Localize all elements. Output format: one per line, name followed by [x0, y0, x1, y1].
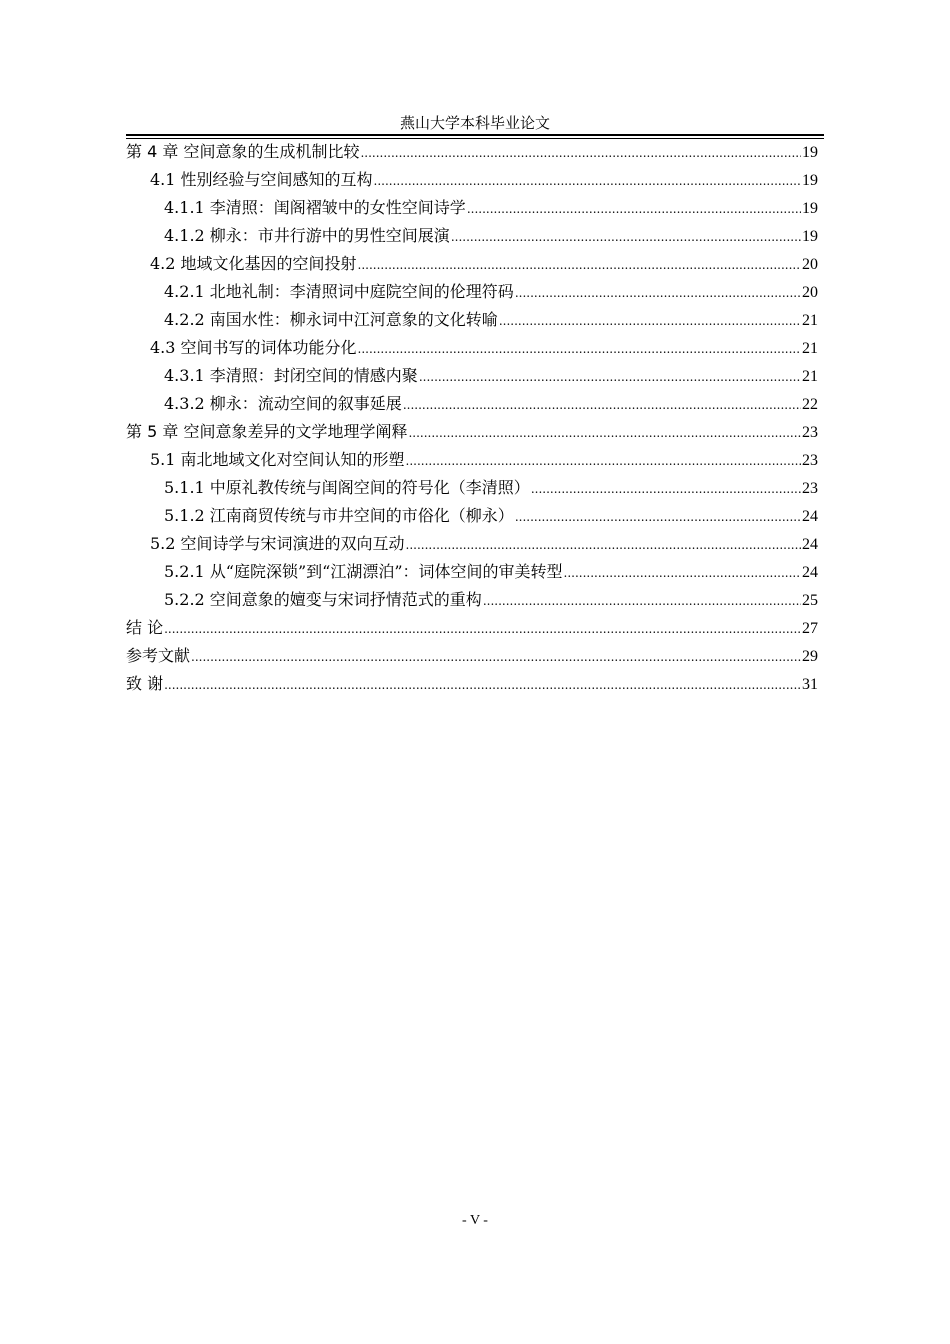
table-of-contents: [126, 138, 818, 698]
toc-leader-dots: [467, 195, 801, 223]
toc-entry-page: 21: [802, 368, 818, 385]
running-header: 燕山大学本科毕业论文: [399, 114, 550, 132]
toc-leader-dots: [564, 559, 801, 587]
toc-entry[interactable]: [126, 558, 818, 586]
toc-entry[interactable]: [126, 530, 818, 558]
toc-entry-page: 20: [802, 256, 818, 273]
toc-entry-page: 21: [802, 312, 818, 329]
toc-entry-page: 31: [802, 676, 818, 693]
toc-entry[interactable]: [126, 222, 818, 250]
toc-leader-dots: [358, 251, 801, 279]
toc-entry[interactable]: [126, 502, 818, 530]
toc-leader-dots: [164, 615, 801, 643]
toc-entry-title: 结 论: [126, 618, 164, 637]
toc-leader-dots: [408, 419, 801, 447]
toc-entry[interactable]: [126, 278, 818, 306]
toc-entry[interactable]: [126, 586, 818, 614]
toc-entry-title: 5.2.2 空间意象的嬗变与宋词抒情范式的重构: [164, 590, 482, 609]
toc-entry-page: 19: [802, 172, 818, 189]
toc-entry-title: 4.2.2 南国水性：柳永词中江河意象的文化转喻: [164, 310, 498, 329]
toc-entry[interactable]: [126, 334, 818, 362]
toc-entry-page: 19: [802, 228, 818, 245]
toc-entry-title: 参考文献: [126, 646, 191, 665]
toc-leader-dots: [515, 503, 801, 531]
toc-entry-page: 24: [802, 508, 818, 525]
toc-entry-title: 5.1 南北地域文化对空间认知的形塑: [150, 450, 405, 469]
toc-entry-title: 致 谢: [126, 674, 164, 693]
toc-entry-title: 5.1.2 江南商贸传统与市井空间的市俗化（柳永）: [164, 506, 514, 525]
toc-leader-dots: [374, 167, 801, 195]
toc-leader-dots: [360, 139, 801, 167]
toc-entry-page: 23: [802, 424, 818, 441]
toc-entry[interactable]: [126, 166, 818, 194]
toc-entry-page: 27: [802, 620, 818, 637]
toc-entry[interactable]: [126, 642, 818, 670]
toc-entry[interactable]: [126, 418, 818, 446]
toc-entry[interactable]: [126, 390, 818, 418]
toc-entry-page: 23: [802, 452, 818, 469]
toc-entry-page: 20: [802, 284, 818, 301]
toc-entry[interactable]: [126, 250, 818, 278]
toc-entry-page: 29: [802, 648, 818, 665]
toc-leader-dots: [499, 307, 801, 335]
toc-entry-page: 23: [802, 480, 818, 497]
toc-entry-title: 4.2.1 北地礼制：李清照词中庭院空间的伦理符码: [164, 282, 514, 301]
toc-entry-page: 21: [802, 340, 818, 357]
toc-entry-title: 5.1.1 中原礼教传统与闺阁空间的符号化（李清照）: [164, 478, 530, 497]
toc-entry[interactable]: [126, 614, 818, 642]
toc-entry-page: 24: [802, 564, 818, 581]
toc-entry-title: 4.3.1 李清照：封闭空间的情感内聚: [164, 366, 418, 385]
toc-leader-dots: [451, 223, 801, 251]
page-number: - V -: [462, 1213, 488, 1228]
toc-leader-dots: [531, 475, 801, 503]
toc-entry-title: 第 5 章 空间意象差异的文学地理学阐释: [126, 422, 408, 441]
toc-leader-dots: [406, 447, 801, 475]
toc-entry-title: 4.2 地域文化基因的空间投射: [150, 254, 357, 273]
toc-entry[interactable]: [126, 194, 818, 222]
toc-leader-dots: [403, 391, 801, 419]
toc-entry[interactable]: [126, 446, 818, 474]
header-rule-thick: [126, 134, 824, 136]
toc-leader-dots: [164, 671, 801, 699]
toc-entry-page: 25: [802, 592, 818, 609]
toc-leader-dots: [406, 531, 801, 559]
toc-entry[interactable]: [126, 670, 818, 698]
toc-leader-dots: [419, 363, 801, 391]
toc-entry-title: 5.2.1 从“庭院深锁”到“江湖漂泊”：词体空间的审美转型: [164, 562, 563, 581]
toc-leader-dots: [483, 587, 801, 615]
toc-entry[interactable]: [126, 474, 818, 502]
toc-entry-title: 5.2 空间诗学与宋词演进的双向互动: [150, 534, 405, 553]
toc-entry-title: 第 4 章 空间意象的生成机制比较: [126, 142, 360, 161]
toc-entry-page: 19: [802, 144, 818, 161]
toc-entry[interactable]: [126, 362, 818, 390]
toc-leader-dots: [191, 643, 801, 671]
toc-entry-title: 4.1 性别经验与空间感知的互构: [150, 170, 373, 189]
toc-entry-title: 4.3.2 柳永：流动空间的叙事延展: [164, 394, 402, 413]
toc-entry-title: 4.1.2 柳永：市井行游中的男性空间展演: [164, 226, 450, 245]
toc-entry-page: 24: [802, 536, 818, 553]
toc-leader-dots: [515, 279, 801, 307]
toc-entry-title: 4.1.1 李清照：闺阁褶皱中的女性空间诗学: [164, 198, 466, 217]
toc-entry-page: 22: [802, 396, 818, 413]
toc-entry[interactable]: [126, 306, 818, 334]
toc-entry-title: 4.3 空间书写的词体功能分化: [150, 338, 357, 357]
toc-entry-page: 19: [802, 200, 818, 217]
toc-leader-dots: [358, 335, 801, 363]
toc-entry[interactable]: [126, 138, 818, 166]
